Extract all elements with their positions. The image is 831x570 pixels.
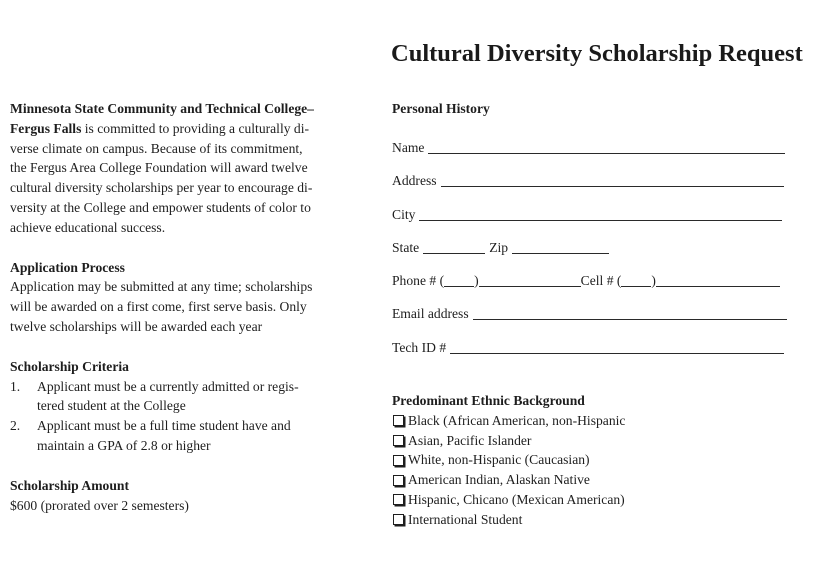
ethnic-option[interactable]	[392, 490, 625, 510]
amount-heading: Scholarship Amount	[10, 477, 129, 493]
phone-input-line[interactable]	[479, 272, 581, 287]
amount-section	[10, 476, 330, 516]
criteria-line: Applicant must be a full time student have and	[37, 418, 291, 434]
checkbox-icon[interactable]	[393, 514, 404, 525]
cell-input-line[interactable]	[656, 272, 780, 287]
criteria-line: Applicant must be a currently admitted or regis-	[37, 378, 299, 394]
ethnic-option-label: Black (African American, non-Hispanic	[408, 412, 626, 428]
phone-area-code-line[interactable]	[444, 272, 474, 287]
org-name-line1: Minnesota State Community and Technical College–	[10, 101, 314, 116]
tech-id-row	[392, 338, 784, 358]
name-input-line[interactable]	[428, 139, 785, 154]
criteria-section	[10, 357, 330, 456]
ethnic-option[interactable]	[392, 510, 625, 530]
ethnic-option-label: International Student	[408, 511, 523, 527]
email-label: Email address	[392, 306, 469, 321]
email-input-line[interactable]	[473, 305, 787, 320]
application-process-line: twelve scholarships will be awarded each year	[10, 318, 263, 334]
checkbox-icon[interactable]	[393, 455, 404, 466]
ethnic-background-section	[392, 391, 625, 530]
intro-section	[10, 99, 330, 238]
intro-line: the Fergus Area College Foundation will award twelve	[10, 160, 308, 176]
email-row	[392, 304, 787, 324]
tech-id-input-line[interactable]	[450, 339, 784, 354]
application-process-line: Application may be submitted at any time; scholarships	[10, 279, 313, 295]
ethnic-heading: Predominant Ethnic Background	[392, 393, 585, 408]
name-label: Name	[392, 140, 425, 155]
address-label: Address	[392, 173, 437, 188]
checkbox-icon[interactable]	[393, 475, 404, 486]
org-name-line2: Fergus Falls	[10, 120, 82, 136]
zip-label: Zip	[489, 240, 509, 255]
ethnic-option[interactable]	[392, 450, 625, 470]
state-input-line[interactable]	[423, 239, 485, 254]
checkbox-icon[interactable]	[393, 494, 404, 505]
intro-line: verse climate on campus. Because of its commitment,	[10, 140, 303, 156]
intro-line: cultural diversity scholarships per year to encourage di-	[10, 180, 313, 196]
application-process-section	[10, 258, 330, 337]
ethnic-option[interactable]	[392, 470, 625, 490]
ethnic-option[interactable]	[392, 411, 625, 431]
tech-id-label: Tech ID #	[392, 340, 447, 355]
intro-line: versity at the College and empower students of color to	[10, 199, 311, 215]
ethnic-option[interactable]	[392, 431, 625, 451]
phone-cell-row	[392, 271, 780, 291]
address-input-line[interactable]	[441, 172, 784, 187]
cell-label: Cell # (	[580, 273, 622, 288]
info-column	[10, 99, 330, 515]
ethnic-option-label: American Indian, Alaskan Native	[408, 472, 590, 488]
ethnic-option-label: Asian, Pacific Islander	[408, 432, 532, 448]
city-label: City	[392, 207, 416, 222]
amount-text: $600 (prorated over 2 semesters)	[10, 497, 189, 513]
personal-history-heading: Personal History	[392, 101, 490, 116]
criteria-number: 2.	[10, 418, 21, 434]
intro-text: is committed to providing a culturally di-	[81, 120, 310, 136]
page-title: Cultural Diversity Scholarship Request	[391, 40, 803, 67]
phone-close-paren: )	[474, 273, 479, 288]
city-input-line[interactable]	[419, 206, 782, 221]
criteria-heading: Scholarship Criteria	[10, 358, 129, 374]
intro-line: achieve educational success.	[10, 219, 166, 235]
criteria-line: maintain a GPA of 2.8 or higher	[37, 437, 211, 453]
checkbox-icon[interactable]	[393, 415, 404, 426]
cell-close-paren: )	[651, 273, 656, 288]
city-row	[392, 205, 782, 225]
state-zip-row	[392, 238, 609, 258]
criteria-line: tered student at the College	[37, 398, 186, 414]
ethnic-option-label: Hispanic, Chicano (Mexican American)	[408, 491, 625, 507]
request-form	[392, 99, 792, 527]
zip-input-line[interactable]	[512, 239, 609, 254]
criteria-number: 1.	[10, 378, 21, 394]
name-row	[392, 138, 785, 158]
phone-label: Phone # (	[392, 273, 445, 288]
cell-area-code-line[interactable]	[621, 272, 651, 287]
state-label: State	[392, 240, 420, 255]
criteria-item	[10, 416, 330, 456]
application-process-line: will be awarded on a first come, first serve basis. Only	[10, 299, 307, 315]
application-process-heading: Application Process	[10, 259, 125, 275]
ethnic-option-label: White, non-Hispanic (Caucasian)	[408, 452, 590, 468]
checkbox-icon[interactable]	[393, 435, 404, 446]
criteria-item	[10, 377, 330, 417]
address-row	[392, 171, 784, 191]
